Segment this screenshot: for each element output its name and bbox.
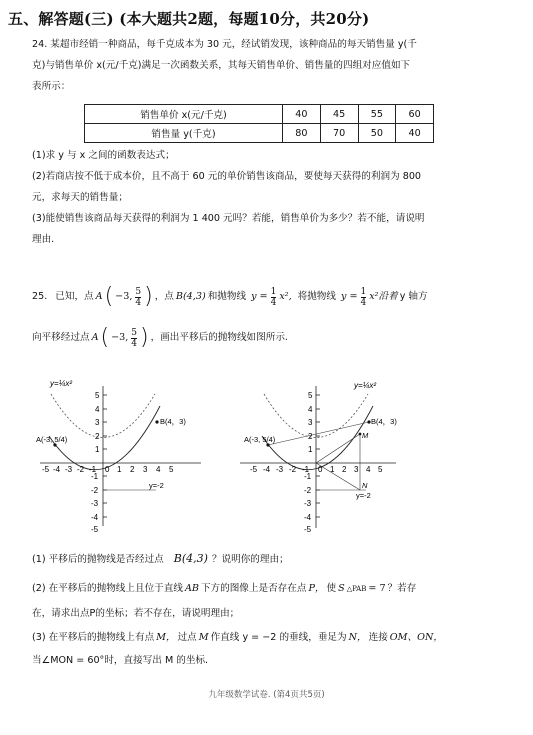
- q25-frac-den: 4: [270, 297, 277, 308]
- q25-fraction: [135, 287, 141, 308]
- line-label: y=-2: [356, 491, 371, 500]
- q25-math: M，: [156, 632, 176, 643]
- y-tick-label: -5: [91, 525, 99, 534]
- q24-intro-line1: 24. 某超市经销一种商品，每千克成本为 30 元，经试销发现，该种商品的每天销售量 y(千: [32, 39, 417, 50]
- x-tick-label: 5: [169, 465, 174, 474]
- q25-coord: −3,: [111, 332, 129, 343]
- point-b-marker: [155, 420, 158, 423]
- q25-coord: −3,: [115, 291, 133, 302]
- x-tick-label: 0: [105, 465, 110, 474]
- table-row: [85, 124, 434, 143]
- point-m-label: M: [362, 431, 369, 440]
- x-tick-label: 3: [354, 465, 359, 474]
- q25-frac-num: 1: [360, 286, 367, 297]
- q25-math: x²,: [279, 291, 292, 302]
- q25-math: OM、ON，: [389, 632, 443, 643]
- q25-frac-num: 1: [270, 286, 277, 297]
- q25-math: x²沿着: [369, 291, 398, 302]
- y-tick-label: -1: [304, 472, 312, 481]
- q25-fraction: [131, 328, 137, 349]
- table-cell-price-header: 销售单价 x(元/千克): [85, 105, 283, 124]
- q25-text: 过点: [177, 632, 197, 643]
- q25-math: S: [338, 583, 345, 594]
- q25-math: AB: [184, 583, 199, 594]
- y-tick-label: -3: [91, 499, 99, 508]
- y-tick-labels: [304, 391, 313, 534]
- y-tick-label: 4: [308, 405, 313, 414]
- segment-om: [316, 434, 360, 463]
- line-ab: [268, 422, 369, 445]
- q25-math: M: [198, 632, 209, 643]
- q25-text: 将抛物线: [297, 291, 336, 302]
- q25-line2: [32, 325, 288, 351]
- parabola-label: y=¼x²: [50, 379, 73, 388]
- q24-part2-line2: 元，求每天的销售量；: [32, 192, 128, 203]
- y-tick-label: -3: [304, 499, 312, 508]
- y-tick-label: -1: [91, 472, 99, 481]
- table-cell: 70: [320, 124, 358, 143]
- q25-line1: [32, 284, 428, 310]
- q25-fraction: [271, 287, 277, 308]
- section-title: 五、解答题(三) (本大题共2题，每题10分，共20分): [8, 10, 370, 28]
- y-tick-labels: [91, 391, 100, 534]
- q25-part2-line2: 在，请求出点P的坐标；若不存在，请说明理由；: [32, 608, 240, 619]
- y-tick-label: 2: [308, 432, 313, 441]
- x-tick-label: 3: [143, 465, 148, 474]
- point-b-label: B(4，3): [160, 417, 186, 426]
- x-tick-label: -2: [77, 465, 85, 474]
- q25-text: 连接: [368, 632, 388, 643]
- x-tick-labels: [250, 465, 383, 474]
- x-tick-label: -5: [250, 465, 258, 474]
- y-tick-marks: [316, 395, 320, 517]
- point-b-label: B(4，3): [371, 417, 397, 426]
- q25-math: = 7: [368, 583, 386, 594]
- q25-frac-den: 4: [360, 297, 367, 308]
- y-tick-marks: [103, 395, 107, 517]
- q25-text: 和抛物线: [207, 291, 247, 302]
- q25-point-label: B(4,3): [175, 291, 206, 302]
- y-tick-label: 1: [95, 445, 100, 454]
- point-n-label: N: [362, 481, 368, 490]
- point-a-label: A(-3, 5/4): [244, 435, 276, 444]
- x-tick-label: 1: [330, 465, 335, 474]
- q25-frac-num: 5: [131, 327, 138, 338]
- y-tick-label: 1: [308, 445, 313, 454]
- y-tick-label: -2: [304, 486, 312, 495]
- q24-part2-line1: (2)若商店按不低于成本价，且不高于 60 元的单价销售该商品，要使每天获得的利润为 800: [32, 171, 422, 182]
- x-tick-label: -3: [65, 465, 73, 474]
- table-cell-volume-header: 销售量 y(千克): [85, 124, 283, 143]
- x-tick-label: 1: [117, 465, 122, 474]
- q25-paren: (: [100, 325, 110, 350]
- q25-math: y =: [251, 291, 268, 302]
- x-tick-label: -4: [53, 465, 61, 474]
- x-tick-labels: [42, 465, 174, 474]
- table-row: [85, 105, 434, 124]
- q24-intro-line2: 克)与销售单价 x(元/千克)满足一次函数关系，其每天销售单价、销售量的四组对应值如下: [32, 60, 411, 71]
- q25-text: y 轴方: [399, 291, 428, 302]
- q25-paren: (: [104, 284, 114, 309]
- y-tick-label: 2: [95, 432, 100, 441]
- q24-part3-line2: 理由.: [32, 234, 55, 245]
- x-tick-label: -1: [302, 465, 310, 474]
- q25-frac-den: 4: [135, 297, 142, 308]
- parabola-label: y=¼x²: [354, 381, 377, 390]
- y-tick-label: -2: [91, 486, 99, 495]
- x-tick-label: 4: [156, 465, 161, 474]
- q25-text: 作直线 y = −2 的垂线，垂足为: [210, 632, 347, 643]
- table-cell: 55: [358, 105, 396, 124]
- q25-frac-num: 5: [135, 286, 142, 297]
- line-label: y=-2: [149, 481, 164, 490]
- x-tick-label: -2: [289, 465, 297, 474]
- q25-part3-line1: [32, 632, 443, 644]
- y-tick-label: -4: [304, 513, 312, 522]
- table-cell: 40: [283, 105, 321, 124]
- q25-part1-text: ？说明你的理由；: [211, 554, 289, 565]
- q25-part1-point: B(4,3): [173, 552, 208, 565]
- q25-paren: ): [140, 325, 149, 350]
- x-tick-label: -3: [276, 465, 284, 474]
- graph-left: [36, 376, 206, 536]
- q25-part2-line1: [32, 583, 416, 595]
- y-tick-label: 5: [308, 391, 313, 400]
- y-tick-label: 3: [95, 418, 100, 427]
- x-tick-label: -5: [42, 465, 50, 474]
- y-tick-label: -5: [304, 525, 312, 534]
- q25-text: ？若存: [387, 583, 417, 594]
- q25-frac-den: 4: [131, 338, 138, 349]
- x-tick-label: 5: [378, 465, 383, 474]
- q25-text: ，画出平移后的抛物线如图所示.: [150, 332, 288, 343]
- q25-text: ，点: [154, 291, 174, 302]
- q25-point-label: A: [91, 332, 99, 343]
- q25-number: 25.: [32, 291, 48, 302]
- q25-fraction: [361, 287, 367, 308]
- x-tick-label: 0: [318, 465, 323, 474]
- q25-part3-line2: 当∠MON = 60°时，直接写出 M 的坐标.: [32, 655, 209, 666]
- q24-part3-line1: (3)能使销售该商品每天获得的利润为 1 400 元吗？若能，销售单价为多少？若不能，请说明: [32, 213, 425, 224]
- q25-math: y =: [341, 291, 358, 302]
- q25-part1: [32, 553, 289, 566]
- y-tick-label: -4: [91, 513, 99, 522]
- y-tick-label: 3: [308, 418, 313, 427]
- q25-text: (3) 在平移后的抛物线上有点: [32, 632, 155, 643]
- table-cell: 40: [396, 124, 434, 143]
- y-tick-label: 4: [95, 405, 100, 414]
- q25-math: N，: [348, 632, 367, 643]
- x-tick-label: 4: [366, 465, 371, 474]
- point-m-marker: [359, 433, 362, 436]
- q25-text: 向平移经过点: [32, 332, 90, 343]
- q24-part1: (1)求 y 与 x 之间的函数表达式；: [32, 150, 175, 161]
- q25-subscript: △PAB: [346, 585, 367, 593]
- x-tick-label: 2: [342, 465, 347, 474]
- q24-value-table: [84, 104, 434, 143]
- table-cell: 45: [320, 105, 358, 124]
- q25-math: P，: [308, 583, 325, 594]
- table-cell: 50: [358, 124, 396, 143]
- q25-point-label: A: [95, 291, 103, 302]
- page-footer: 九年级数学试卷. (第4页共5页): [208, 690, 325, 700]
- q25-text: 使: [326, 583, 337, 594]
- q25-text: (2) 在平移后的抛物线上且位于直线: [32, 583, 183, 594]
- x-tick-label: -1: [89, 465, 97, 474]
- table-cell: 60: [396, 105, 434, 124]
- x-tick-label: -4: [263, 465, 271, 474]
- q25-paren: ): [144, 284, 153, 309]
- graph-right: [236, 376, 406, 536]
- q25-text: 已知，点: [55, 291, 94, 302]
- q25-part1-text: (1) 平移后的抛物线是否经过点: [32, 554, 164, 565]
- q24-intro-line3: 表所示：: [32, 81, 71, 92]
- y-tick-label: 5: [95, 391, 100, 400]
- point-a-label: A(-3, 5/4): [36, 435, 68, 444]
- q25-text: 下方的图像上是否存在点: [200, 583, 307, 594]
- x-tick-label: 2: [130, 465, 135, 474]
- table-cell: 80: [283, 124, 321, 143]
